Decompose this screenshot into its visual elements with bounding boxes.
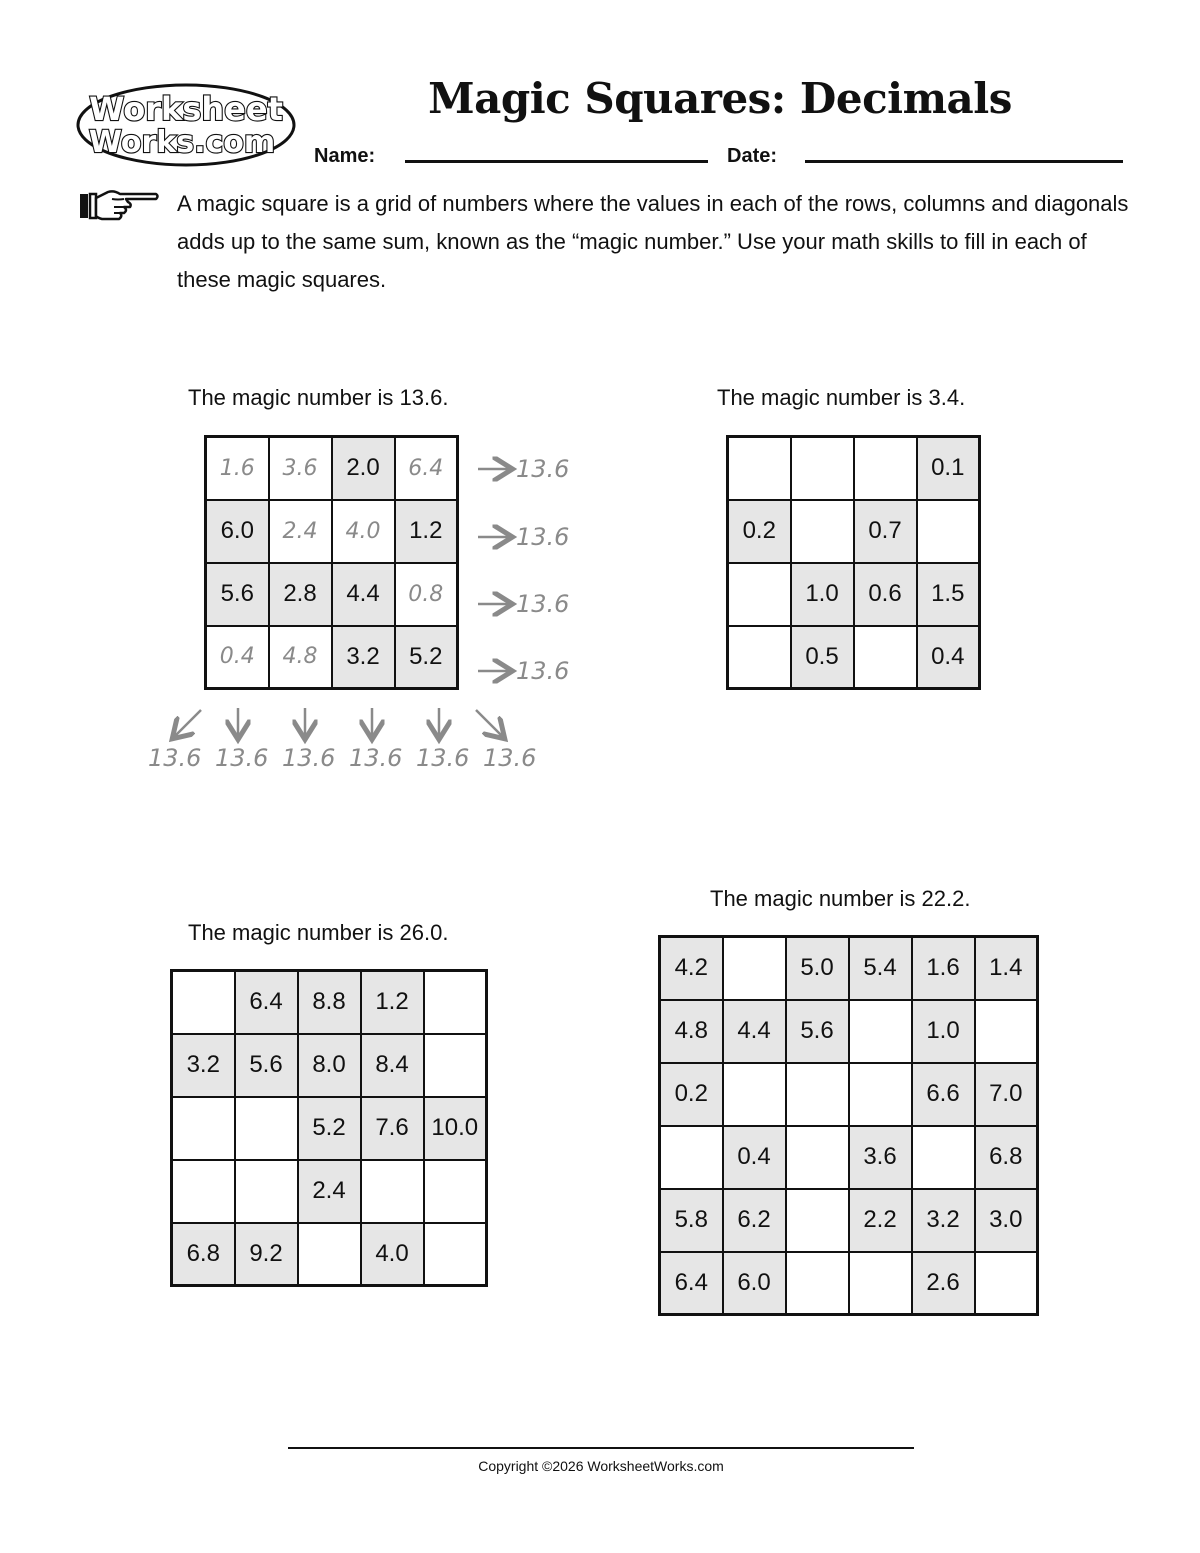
given-cell: 2.8 — [269, 563, 332, 626]
given-cell: 6.0 — [723, 1252, 786, 1315]
given-cell: 5.4 — [849, 937, 912, 1000]
given-cell: 4.4 — [332, 563, 395, 626]
grid-row — [660, 1252, 1038, 1315]
blank-cell[interactable] — [424, 1160, 487, 1223]
logo-line2: Works.com — [88, 125, 276, 160]
given-cell: 4.8 — [660, 1000, 723, 1063]
grid-row — [660, 1000, 1038, 1063]
instructions-text: A magic square is a grid of numbers where the values in each of the rows, columns and diagonals adds up to the same sum, known as the “magic number.” Use your math skills to fill in each of these magic squares. — [177, 191, 1129, 292]
given-cell: 1.6 — [912, 937, 975, 1000]
magic-square-22-2 — [658, 935, 1039, 1316]
blank-cell[interactable] — [854, 437, 917, 500]
grid-row — [728, 626, 980, 689]
given-cell: 0.6 — [854, 563, 917, 626]
grid-row — [206, 563, 458, 626]
given-cell: 1.2 — [395, 500, 458, 563]
given-cell: 4.0 — [361, 1223, 424, 1286]
blank-cell[interactable] — [917, 500, 980, 563]
magic-square-26-0 — [170, 969, 488, 1287]
date-label: Date: — [727, 145, 778, 167]
given-cell: 5.0 — [786, 937, 849, 1000]
given-cell: 2.4 — [298, 1160, 361, 1223]
blank-cell[interactable] — [786, 1252, 849, 1315]
grid-row — [172, 1097, 487, 1160]
blank-cell[interactable] — [849, 1000, 912, 1063]
given-cell: 8.8 — [298, 971, 361, 1034]
answer-cell: 4.0 — [332, 500, 395, 563]
worksheetworks-logo — [74, 80, 298, 170]
given-cell: 0.4 — [917, 626, 980, 689]
given-cell: 3.2 — [332, 626, 395, 689]
name-label: Name: — [314, 145, 376, 167]
blank-cell[interactable] — [298, 1223, 361, 1286]
diagonal-sum: 13.6 — [148, 744, 202, 772]
given-cell: 4.4 — [723, 1000, 786, 1063]
grid-row — [728, 563, 980, 626]
grid-row — [172, 1160, 487, 1223]
magic-square-example — [204, 435, 459, 690]
grid-row — [660, 1189, 1038, 1252]
blank-cell[interactable] — [172, 971, 235, 1034]
grid-row — [172, 1223, 487, 1286]
grid-row — [172, 971, 487, 1034]
diagonal-sum: 13.6 — [483, 744, 537, 772]
given-cell: 9.2 — [235, 1223, 298, 1286]
column-sum: 13.6 — [282, 744, 336, 772]
blank-cell[interactable] — [660, 1126, 723, 1189]
name-field-line[interactable] — [405, 160, 708, 163]
given-cell: 6.4 — [235, 971, 298, 1034]
given-cell: 3.2 — [912, 1189, 975, 1252]
given-cell: 0.2 — [660, 1063, 723, 1126]
given-cell: 5.6 — [206, 563, 269, 626]
answer-cell: 4.8 — [269, 626, 332, 689]
blank-cell[interactable] — [728, 626, 791, 689]
given-cell: 1.0 — [791, 563, 854, 626]
given-cell: 7.6 — [361, 1097, 424, 1160]
answer-cell: 0.4 — [206, 626, 269, 689]
given-cell: 0.5 — [791, 626, 854, 689]
given-cell: 3.0 — [975, 1189, 1038, 1252]
given-cell: 0.7 — [854, 500, 917, 563]
given-cell: 5.2 — [298, 1097, 361, 1160]
puzzle-2-caption: The magic number is 3.4. — [717, 385, 966, 410]
blank-cell[interactable] — [975, 1000, 1038, 1063]
given-cell: 7.0 — [975, 1063, 1038, 1126]
blank-cell[interactable] — [912, 1126, 975, 1189]
blank-cell[interactable] — [172, 1097, 235, 1160]
row-sum: 13.6 — [516, 590, 570, 618]
grid-row — [206, 437, 458, 500]
row-sum: 13.6 — [516, 657, 570, 685]
blank-cell[interactable] — [424, 1034, 487, 1097]
pointing-hand-icon — [78, 186, 160, 226]
copyright-text: Copyright ©2026 WorksheetWorks.com — [478, 1458, 724, 1474]
blank-cell[interactable] — [235, 1097, 298, 1160]
blank-cell[interactable] — [361, 1160, 424, 1223]
given-cell: 0.4 — [723, 1126, 786, 1189]
given-cell: 6.8 — [975, 1126, 1038, 1189]
blank-cell[interactable] — [728, 563, 791, 626]
blank-cell[interactable] — [975, 1252, 1038, 1315]
given-cell: 4.2 — [660, 937, 723, 1000]
magic-square-3-4 — [726, 435, 981, 690]
blank-cell[interactable] — [235, 1160, 298, 1223]
given-cell: 5.8 — [660, 1189, 723, 1252]
column-sum: 13.6 — [215, 744, 269, 772]
given-cell: 6.8 — [172, 1223, 235, 1286]
blank-cell[interactable] — [849, 1252, 912, 1315]
given-cell: 2.0 — [332, 437, 395, 500]
grid-row — [660, 1126, 1038, 1189]
logo-line1: Worksheet — [89, 90, 283, 128]
blank-cell[interactable] — [854, 626, 917, 689]
blank-cell[interactable] — [791, 437, 854, 500]
blank-cell[interactable] — [172, 1160, 235, 1223]
blank-cell[interactable] — [786, 1189, 849, 1252]
given-cell: 2.2 — [849, 1189, 912, 1252]
blank-cell[interactable] — [723, 1063, 786, 1126]
grid-row — [660, 1063, 1038, 1126]
puzzle-3-caption: The magic number is 26.0. — [188, 920, 449, 945]
blank-cell[interactable] — [424, 1223, 487, 1286]
blank-cell[interactable] — [723, 937, 786, 1000]
given-cell: 6.4 — [660, 1252, 723, 1315]
blank-cell[interactable] — [791, 500, 854, 563]
blank-cell[interactable] — [849, 1063, 912, 1126]
answer-cell: 3.6 — [269, 437, 332, 500]
puzzle-1-caption: The magic number is 13.6. — [188, 385, 449, 410]
given-cell: 5.6 — [786, 1000, 849, 1063]
column-sum: 13.6 — [349, 744, 403, 772]
given-cell: 1.0 — [912, 1000, 975, 1063]
given-cell: 0.2 — [728, 500, 791, 563]
given-cell: 10.0 — [424, 1097, 487, 1160]
given-cell: 1.2 — [361, 971, 424, 1034]
page-title: Magic Squares: Decimals — [428, 74, 1012, 123]
puzzle-4-caption: The magic number is 22.2. — [710, 886, 971, 911]
given-cell: 6.0 — [206, 500, 269, 563]
given-cell: 3.6 — [849, 1126, 912, 1189]
column-sum: 13.6 — [416, 744, 470, 772]
given-cell: 5.6 — [235, 1034, 298, 1097]
given-cell: 1.4 — [975, 937, 1038, 1000]
given-cell: 3.2 — [172, 1034, 235, 1097]
given-cell: 5.2 — [395, 626, 458, 689]
given-cell: 1.5 — [917, 563, 980, 626]
blank-cell[interactable] — [424, 971, 487, 1034]
grid-row — [660, 937, 1038, 1000]
grid-row — [206, 626, 458, 689]
grid-row — [206, 500, 458, 563]
grid-row — [728, 500, 980, 563]
given-cell: 6.6 — [912, 1063, 975, 1126]
answer-cell: 1.6 — [206, 437, 269, 500]
given-cell: 0.1 — [917, 437, 980, 500]
row-sum: 13.6 — [516, 455, 570, 483]
given-cell: 6.2 — [723, 1189, 786, 1252]
date-field-line[interactable] — [805, 160, 1123, 163]
given-cell: 8.0 — [298, 1034, 361, 1097]
row-sum: 13.6 — [516, 523, 570, 551]
given-cell: 8.4 — [361, 1034, 424, 1097]
footer-rule — [288, 1447, 914, 1449]
answer-cell: 6.4 — [395, 437, 458, 500]
blank-cell[interactable] — [728, 437, 791, 500]
given-cell: 2.6 — [912, 1252, 975, 1315]
blank-cell[interactable] — [786, 1126, 849, 1189]
grid-row — [172, 1034, 487, 1097]
blank-cell[interactable] — [786, 1063, 849, 1126]
answer-cell: 0.8 — [395, 563, 458, 626]
answer-cell: 2.4 — [269, 500, 332, 563]
grid-row — [728, 437, 980, 500]
